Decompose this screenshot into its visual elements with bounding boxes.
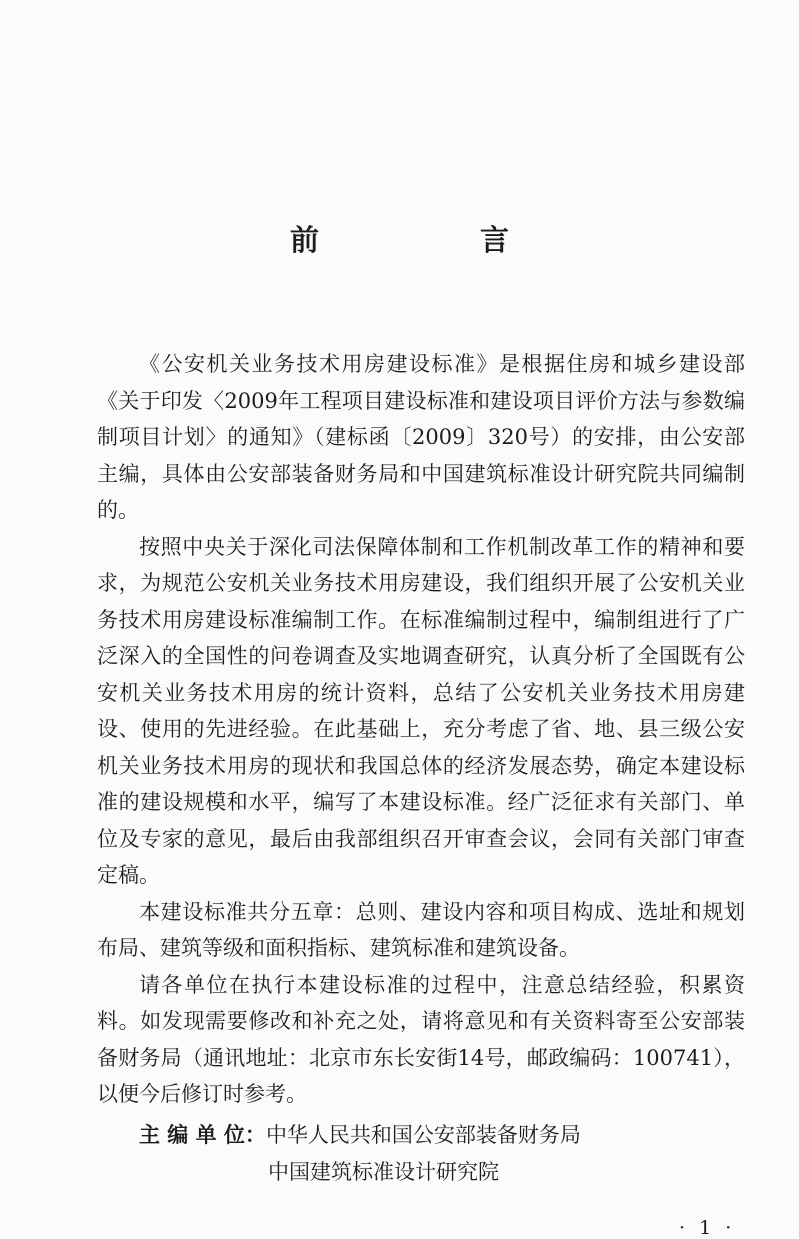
preface-body [97,346,745,1113]
paragraph-4: 请各单位在执行本建设标准的过程中，注意总结经验，积累资料。如发现需要修改和补充之处，请将意见和有关资料寄至公安部装备财务局（通讯地址：北京市东长安街14号，邮政编码：100741），以便今后修订时参考。 [97,972,745,1106]
paragraph-3: 本建设标准共分五章：总则、建设内容和项目构成、选址和规划布局、建筑等级和面积指标、建筑标准和建筑设备。 [97,899,745,960]
page-number: · 1 · [679,1217,736,1239]
chief-editor-unit-1: 中华人民共和国公安部装备财务局 [265,1123,581,1147]
chief-editor-line [139,1117,581,1154]
page-title: 前 言 [289,223,575,257]
paragraph-2: 按照中央关于深化司法保障体制和工作机制改革工作的精神和要求，为规范公安机关业务技术用房建设，我们组织开展了公安机关业务技术用房建设标准编制工作。在标准编制过程中，编制组进行了广泛深入的全国性的问卷调查及实地调查研究，认真分析了全国既有公安机关业务技术用房的统计资料，总结了公安机关业务技术用房建设、使用的先进经验。在此基础上，充分考虑了省、地、县三级公安机关业务技术用房的现状和我国总体的经济发展态势，确定本建设标准的建设规模和水平，编写了本建设标准。经广泛征求有关部门、单位及专家的意见，最后由我部组织召开审查会议，会同有关部门审查定稿。 [97,534,745,887]
chief-editor-label: 主 编 单 位： [139,1123,266,1147]
chief-editor-unit-2: 中国建筑标准设计研究院 [268,1160,499,1184]
paragraph-1: 《公安机关业务技术用房建设标准》是根据住房和城乡建设部《关于印发〈2009年工程项目建设标准和建设项目评价方法与参数编制项目计划〉的通知》（建标函〔2009〕320号）的安排，由公安部主编，具体由公安部装备财务局和中国建筑标准设计研究院共同编制的。 [97,352,745,522]
